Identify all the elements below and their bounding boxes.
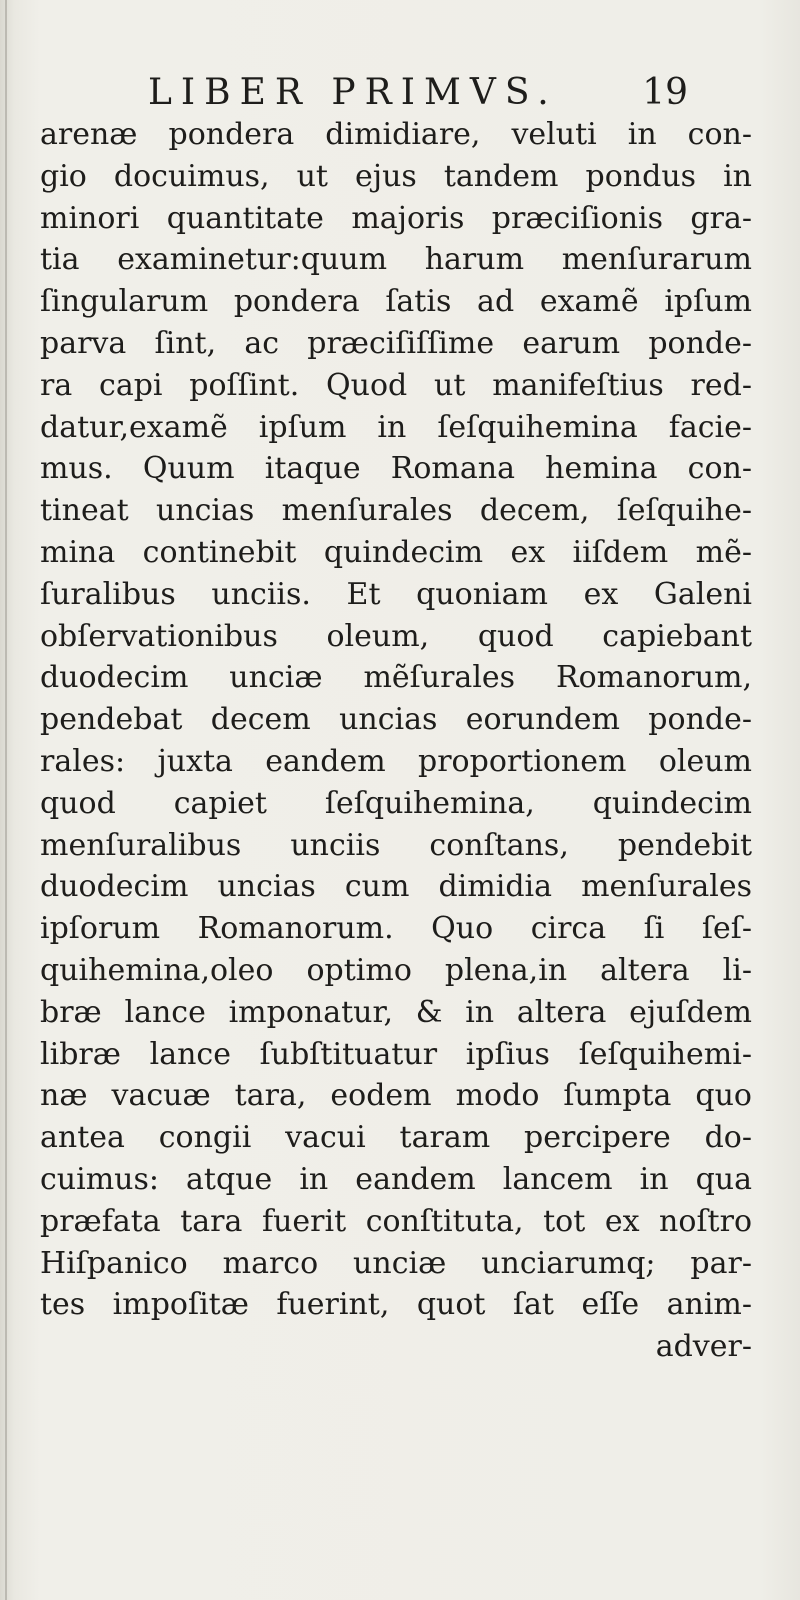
text-line: menſuralibus unciis conſtans, pendebit [40, 827, 752, 863]
text-line: ra capi poſſint. Quod ut manifeſtius red- [40, 367, 752, 403]
text-line: ipſorum Romanorum. Quo circa ſi ſeſ- [40, 911, 752, 947]
text-line: libræ lance ſubſtituatur ipſius ſeſquihemi- [40, 1036, 752, 1072]
text-line: arenæ pondera dimidiare, veluti in con- [40, 117, 752, 152]
text-line: bræ lance imponatur, & in altera ejuſdem [40, 994, 752, 1030]
text-line: antea congii vacui taram percipere do- [40, 1120, 752, 1156]
text-line: Hiſpanico marco unciæ unciarumq; par- [40, 1245, 752, 1281]
page-gutter [5, 0, 7, 1600]
catchword: adver- [655, 1329, 752, 1365]
text-line: tia examinetur:quum harum menſurarum [40, 242, 752, 278]
text-line: mina continebit quindecim ex iiſdem mẽ- [40, 534, 752, 570]
body-text [40, 114, 752, 1368]
text-line: rales: juxta eandem proportionem oleum [40, 743, 752, 779]
text-line: duodecim unciæ mẽſurales Romanorum, [40, 660, 752, 696]
text-line: duodecim uncias cum dimidia menſurales [40, 869, 752, 905]
text-line: ſingularum pondera ſatis ad examẽ ipſum [40, 284, 752, 320]
text-line: pendebat decem uncias eorundem ponde- [40, 702, 752, 738]
running-head [148, 72, 688, 120]
text-line: cuimus: atque in eandem lancem in qua [40, 1161, 752, 1197]
running-head-title: LIBER PRIMVS. [148, 72, 558, 113]
text-line: præfata tara fuerit conſtituta, tot ex noſtro [40, 1203, 752, 1239]
text-line: minori quantitate majoris præciſionis gra- [40, 200, 752, 236]
text-line: parva ſint, ac præciſiſſime earum ponde- [40, 325, 752, 361]
text-line: næ vacuæ tara, eodem modo ſumpta quo [40, 1078, 752, 1114]
text-line: tineat uncias menſurales decem, ſeſquihe- [40, 493, 752, 529]
text-line: obſervationibus oleum, quod capiebant [40, 618, 752, 654]
text-line: datur,examẽ ipſum in ſeſquihemina facie- [40, 409, 752, 445]
text-line: tes impoſitæ fuerint, quot ſat eſſe anim- [40, 1287, 752, 1323]
text-line: gio docuimus, ut ejus tandem pondus in [40, 158, 752, 194]
text-line: mus. Quum itaque Romana hemina con- [40, 451, 752, 487]
text-line: quod capiet ſeſquihemina, quindecim [40, 785, 752, 821]
text-line: quihemina,oleo optimo plena,in altera li- [40, 952, 752, 988]
page-number: 19 [642, 72, 688, 113]
text-line: ſuralibus unciis. Et quoniam ex Galeni [40, 576, 752, 612]
